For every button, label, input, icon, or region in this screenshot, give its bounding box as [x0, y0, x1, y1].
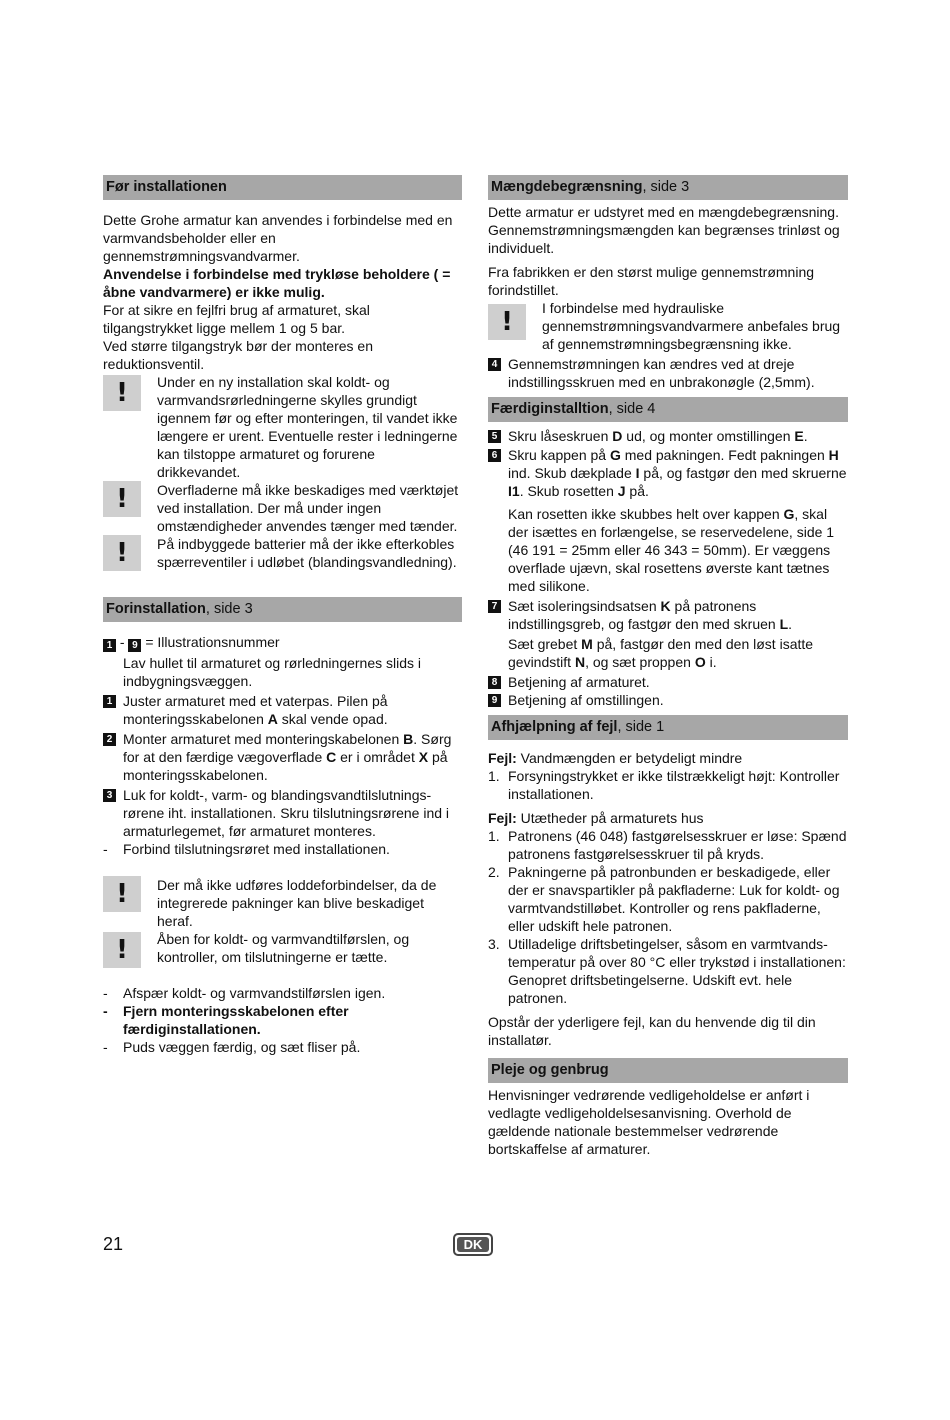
- paragraph: Sæt grebet M på, fastgør den med den løst isatte gevindstift N, og sæt proppen O i.: [508, 636, 814, 670]
- step-badge: 8: [488, 676, 501, 689]
- paragraph: Dette armatur er udstyret med en mængdebegrænsning. Gennemstrømningsmængden kan begrænses trinløst og individuelt.: [488, 204, 840, 256]
- section-header-forinstallation: Forinstallation, side 3: [103, 597, 462, 622]
- right-column: [488, 175, 848, 1158]
- step-item: 4 Gennemstrømningen kan ændres ved at dreje indstillingsskruen med en unbrakonøgle (2,5mm).: [488, 355, 848, 391]
- fault-line: Fejl: Utætheder på armaturets hus: [488, 810, 704, 826]
- dash-item-bold: - Fjern monteringsskabelonen efter færdiginstallationen.: [103, 1003, 349, 1037]
- step-badge: 5: [488, 430, 501, 443]
- left-column: [103, 175, 462, 1056]
- warning-text: På indbyggede batterier må der ikke efterkobles spærreventiler i udløbet (blandingsvandledning).: [157, 536, 457, 570]
- paragraph: Fra fabrikken er den størst mulige gennemstrømning forindstillet.: [488, 264, 815, 298]
- dash-item: - Forbind tilslutningsrøret med installationen.: [103, 841, 390, 857]
- section-header-pleje-og-genbrug: Pleje og genbrug: [488, 1058, 848, 1083]
- step-badge: 9: [128, 639, 141, 652]
- step-badge: 3: [103, 789, 116, 802]
- warning-icon: !: [103, 932, 141, 968]
- step-item: 5 Skru låseskruen D ud, og monter omstillingen E.: [488, 427, 848, 445]
- page-number: 21: [103, 1234, 124, 1254]
- step-badge: 9: [488, 694, 501, 707]
- paragraph: Henvisninger vedrørende vedligeholdelse er anført i vedlagte vedligeholdelsesanvisning. Overhold de gældende nationale bestemmelser vedrørende bortskaffelse af armaturer.: [488, 1087, 810, 1157]
- language-code: DK: [457, 1237, 489, 1252]
- section-header-afhjaelpning: Afhjælpning af fejl, side 1: [488, 715, 848, 740]
- step-item: 7 Sæt isoleringsindsatsen K på patronens indstillingsgreb, og fastgør den med skruen L.: [488, 597, 848, 633]
- dash-item: - Puds væggen færdig, og sæt fliser på.: [103, 1039, 361, 1055]
- section-header-maengdebegraensning: Mængdebegrænsning, side 3: [488, 175, 848, 200]
- paragraph: Kan rosetten ikke skubbes helt over kappen G, skal der isættes en forlængelse, se reservedelene, side 1 (46 191 = 25mm eller 46 343 = 50mm). Er væggens overflade ujævn, skal rosettens øverste kant tætnes med silikone.: [508, 506, 835, 594]
- warning-note: [103, 535, 462, 571]
- paragraph: For at sikre en fejlfri brug af armaturet, skal tilgangstrykket ligge mellem 1 og 5 bar.: [103, 302, 370, 336]
- warning-text: I forbindelse med hydrauliske gennemstrømningsvandvarmere anbefales brug af gennemstrømningsbegrænsning ikke.: [542, 300, 841, 352]
- section-header-foer-installationen: Før installationen: [103, 175, 462, 200]
- warning-note: [103, 373, 462, 481]
- warning-text: Der må ikke udføres loddeforbindelser, da de integrerede pakninger kan blive beskadiget heraf.: [157, 877, 437, 929]
- step-badge: 1: [103, 639, 116, 652]
- paragraph: Lav hullet til armaturet og rørledningernes slids i indbygningsvæggen.: [123, 655, 422, 689]
- paragraph-bold: Anvendelse i forbindelse med trykløse beholdere ( = åbne vandvarmere) er ikke mulig.: [103, 266, 451, 300]
- step-item: 6 Skru kappen på G med pakningen. Fedt pakningen H ind. Skub dækplade I på, og fastgør den med skruerne I1. Skub rosetten J på.: [488, 446, 848, 500]
- step-item: 8 Betjening af armaturet.: [488, 673, 848, 691]
- step-badge: 7: [488, 600, 501, 613]
- warning-note: [103, 930, 462, 966]
- warning-icon: !: [103, 876, 141, 912]
- step-badge: 4: [488, 358, 501, 371]
- warning-text: Overfladerne må ikke beskadiges med værktøjet ved installation. Der må under ingen omstændigheder anvendes tænger med tænder.: [157, 482, 459, 534]
- list-item: 1. Patronens (46 048) fastgørelsesskruer er løse: Spænd patronens fastgørelsesskruer til på kryds.: [488, 828, 847, 862]
- list-item: 2. Pakningerne på patronbunden er beskadigede, eller der er snavspartikler på pakfladerne: Luk for koldt- og varmtvandstilløbet. Kontroller og rens pakfladerne, eller udskift hele patronen.: [488, 864, 840, 934]
- warning-note: [488, 299, 848, 353]
- step-item: 3 Luk for koldt-, varm- og blandingsvandtilslutnings-rørene iht. installationen. Skru tilslutningsrørene ind i armaturlegemet, før armaturet monteres.: [103, 786, 462, 840]
- warning-icon: !: [103, 481, 141, 517]
- illustration-legend: 1 - 9 = Illustrationsnummer: [103, 633, 462, 652]
- section-header-faerdiginstallation: Færdiginstalltion, side 4: [488, 397, 848, 422]
- step-badge: 6: [488, 449, 501, 462]
- dash-item: - Afspær koldt- og varmvandstilførslen igen.: [103, 985, 386, 1001]
- paragraph: Dette Grohe armatur kan anvendes i forbindelse med en varmvandsbeholder eller en gennemstrømningsvandvarmer.: [103, 212, 453, 264]
- list-item: 1. Forsyningstrykket er ikke tilstrækkeligt højt: Kontroller installationen.: [488, 768, 840, 802]
- warning-text: Åben for koldt- og varmvandtilførslen, og kontroller, om tilslutningerne er tætte.: [157, 931, 410, 965]
- step-item: 2 Monter armaturet med monteringskabelonen B. Sørg for at den færdige vægoverflade C er i området X på monteringsskabelonen.: [103, 730, 462, 784]
- language-badge: [453, 1233, 493, 1256]
- warning-icon: !: [488, 304, 526, 340]
- step-item: 9 Betjening af omstillingen.: [488, 691, 848, 709]
- warning-note: [103, 876, 462, 930]
- paragraph: Ved større tilgangstryk bør der monteres en reduktionsventil.: [103, 338, 373, 372]
- warning-icon: !: [103, 535, 141, 571]
- paragraph: Opstår der yderligere fejl, kan du henvende dig til din installatør.: [488, 1014, 816, 1048]
- warning-text: Under en ny installation skal koldt- og varmvandsrørledningerne skylles grundigt igennem før og efter monteringen, til vandet ikke længere er urent. Eventuelle rester i ledningerne kan tilstoppe armaturet og forurene drikkevandet.: [157, 374, 458, 480]
- warning-note: [103, 481, 462, 535]
- warning-icon: !: [103, 375, 141, 411]
- step-item: 1 Juster armaturet med et vaterpas. Pilen på monteringsskabelonen A skal vende opad.: [103, 692, 462, 728]
- list-item: 3. Utilladelige driftsbetingelser, såsom en varmtvands-temperatur på over 80 °C eller trykstød i installationen: Genopret driftsbetingelserne. Udskift evt. hele patronen.: [488, 936, 846, 1006]
- fault-line: Fejl: Vandmængden er betydeligt mindre: [488, 750, 743, 766]
- step-badge: 2: [103, 733, 116, 746]
- step-badge: 1: [103, 695, 116, 708]
